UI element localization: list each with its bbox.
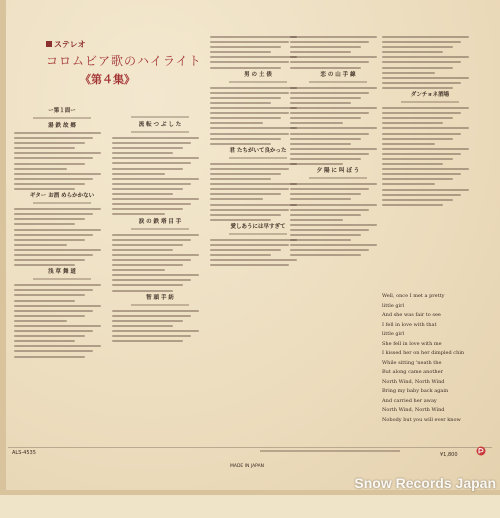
text-line: [112, 208, 183, 210]
text-line: [14, 325, 101, 327]
lyric-line: She fell in love with me: [382, 340, 442, 347]
text-line: [290, 163, 343, 165]
watermark: Snow Records Japan: [354, 475, 496, 491]
text-line: [131, 228, 189, 230]
price: ¥1,800: [440, 452, 458, 458]
text-line: [112, 330, 199, 332]
text-line: [14, 223, 75, 225]
text-line: [290, 138, 361, 140]
song-title: 君 たちがいて良かった: [229, 147, 287, 154]
text-line: [14, 173, 101, 175]
text-line: [112, 274, 199, 276]
album-title: コロムビア歌のハイライト: [46, 54, 202, 68]
text-line: [210, 51, 271, 53]
song-title: 男 の 土 俵: [244, 71, 272, 78]
song-title: ギター お酒 めらかかない: [29, 193, 95, 200]
text-line: [14, 183, 85, 185]
song-title: 夕 陽 に 叫 ぼ う: [316, 168, 360, 175]
text-line: [112, 284, 183, 286]
text-line: [14, 244, 67, 246]
text-line: [382, 46, 453, 48]
text-line: [290, 209, 369, 211]
text-line: [382, 133, 461, 135]
text-line: [290, 219, 343, 221]
text-line: [210, 46, 281, 48]
text-line: [382, 163, 443, 165]
lyric-line: While sitting 'neath the: [382, 359, 442, 366]
footer-note: [260, 450, 400, 452]
text-line: [382, 143, 435, 145]
text-line: [382, 204, 443, 206]
text-line: [210, 138, 281, 140]
text-line: [382, 189, 469, 191]
text-line: [14, 137, 93, 139]
sheet-edge-left: [0, 0, 6, 495]
text-line: [382, 36, 469, 38]
text-line: [210, 183, 297, 185]
text-line: [14, 208, 101, 210]
text-line: [290, 254, 361, 256]
text-line: [112, 198, 199, 200]
text-line: [14, 249, 101, 251]
text-line: [14, 340, 75, 342]
text-line: [112, 137, 199, 139]
text-line: [290, 117, 361, 119]
text-line: [14, 218, 85, 220]
text-line: [382, 194, 461, 196]
text-line: [14, 239, 85, 241]
text-line: [290, 127, 377, 129]
text-line: [112, 188, 183, 190]
text-line: [210, 133, 289, 135]
text-line: [33, 278, 91, 280]
text-line: [290, 153, 369, 155]
text-line: [382, 183, 435, 185]
text-line: [290, 239, 351, 241]
text-line: [382, 112, 461, 114]
text-line: [210, 214, 281, 216]
text-line: [382, 82, 461, 84]
text-line: [229, 157, 287, 159]
text-line: [210, 107, 297, 109]
lyrics-column-1: [14, 108, 110, 518]
text-line: [210, 209, 289, 211]
text-line: [210, 102, 271, 104]
text-line: [112, 290, 173, 292]
text-line: [290, 46, 361, 48]
text-line: [14, 152, 101, 154]
text-line: [210, 97, 281, 99]
text-line: [112, 264, 183, 266]
text-line: [14, 234, 93, 236]
text-line: [290, 41, 369, 43]
text-line: [112, 249, 173, 251]
lyrics-column-5: [382, 36, 478, 286]
text-line: [14, 142, 85, 144]
text-line: [33, 202, 91, 204]
text-line: [112, 259, 191, 261]
text-line: [112, 168, 183, 170]
text-line: [382, 148, 469, 150]
text-line: [14, 310, 93, 312]
text-line: [210, 168, 289, 170]
text-line: [290, 234, 361, 236]
lyric-line: little girl: [382, 331, 405, 337]
text-line: [14, 350, 93, 352]
text-line: [290, 244, 377, 246]
text-line: [112, 269, 165, 271]
text-line: [382, 56, 469, 58]
stereo-text: ステレオ: [54, 40, 86, 49]
text-line: [210, 122, 263, 124]
text-line: [210, 193, 281, 195]
square-bullet-icon: [46, 41, 52, 47]
text-line: [112, 244, 183, 246]
lyric-line: North Wind, North Wind: [382, 378, 445, 385]
song-title: 智 頭 手 紡: [146, 294, 174, 301]
text-line: [14, 305, 101, 307]
text-line: [382, 122, 443, 124]
text-line: [14, 147, 75, 149]
text-line: [112, 178, 199, 180]
text-line: [210, 239, 297, 241]
song-title: 浅 草 舞 道: [48, 269, 76, 276]
text-line: [290, 102, 351, 104]
song-title: 流 転 つ ぶ し た: [138, 122, 182, 128]
text-line: [210, 264, 289, 266]
text-line: [112, 340, 183, 342]
text-line: [14, 213, 93, 215]
text-line: [131, 304, 189, 306]
text-line: [210, 143, 271, 145]
text-line: [14, 356, 85, 358]
song-title: ー第１面ー: [48, 108, 76, 114]
text-line: [290, 107, 377, 109]
text-line: [382, 61, 461, 63]
text-line: [382, 117, 453, 119]
text-line: [14, 284, 101, 286]
text-line: [210, 92, 289, 94]
volume-title: 《第４集》: [80, 73, 135, 86]
text-line: [112, 279, 191, 281]
text-line: [14, 315, 85, 317]
text-line: [401, 101, 459, 103]
text-line: [112, 193, 173, 195]
text-line: [33, 117, 91, 119]
text-line: [290, 224, 377, 226]
text-line: [290, 36, 377, 38]
text-line: [382, 168, 469, 170]
text-line: [14, 229, 101, 231]
text-line: [290, 61, 369, 63]
text-line: [290, 249, 369, 251]
text-line: [14, 178, 93, 180]
text-line: [290, 204, 377, 206]
text-line: [131, 131, 189, 133]
text-line: [210, 87, 297, 89]
text-line: [382, 77, 469, 79]
text-line: [382, 199, 453, 201]
text-line: [229, 233, 287, 235]
song-title: 湯 鉄 故 郷: [48, 123, 76, 129]
text-line: [210, 198, 263, 200]
text-line: [290, 87, 377, 89]
lyric-line: North Wind, North Wind: [382, 407, 445, 413]
text-line: [210, 188, 289, 190]
text-line: [210, 41, 289, 43]
text-line: [290, 198, 351, 200]
song-title: ダンチョネ酒場: [410, 92, 450, 99]
made-in-japan: MADE IN JAPAN: [230, 464, 265, 469]
text-line: [210, 163, 297, 165]
text-line: [290, 188, 369, 190]
lyric-line: And she was fair to see: [382, 312, 441, 318]
text-line: [14, 345, 101, 347]
text-line: [14, 320, 67, 322]
text-line: [229, 81, 287, 83]
text-line: [210, 204, 297, 206]
text-line: [290, 67, 361, 69]
text-line: [290, 193, 361, 195]
text-line: [210, 56, 297, 58]
text-line: [112, 335, 191, 337]
text-line: [290, 143, 351, 145]
text-line: [14, 157, 93, 159]
lyric-line: And carried her away: [382, 397, 437, 404]
text-line: [290, 51, 351, 53]
text-line: [112, 183, 191, 185]
lyric-line: But along came another: [382, 369, 443, 375]
lyric-line: little girl: [382, 302, 405, 309]
text-line: [112, 254, 199, 256]
text-line: [290, 56, 377, 58]
text-line: [382, 72, 435, 74]
text-line: [382, 127, 469, 129]
text-line: [382, 138, 453, 140]
text-line: [14, 294, 85, 296]
text-line: [290, 133, 369, 135]
text-line: [210, 249, 281, 251]
text-line: [210, 219, 271, 221]
text-line: [210, 173, 281, 175]
text-line: [112, 142, 191, 144]
text-line: [112, 315, 191, 317]
song-title: 恋 の 山 手 線: [320, 71, 356, 78]
text-line: [14, 289, 93, 291]
lyric-line: Nobody but you will ever know: [382, 416, 461, 423]
text-line: [112, 147, 183, 149]
text-line: [210, 259, 297, 261]
text-line: [14, 168, 67, 170]
text-line: [382, 178, 453, 180]
song-title: 愛しあうには早すぎて: [230, 223, 286, 230]
text-line: [382, 158, 453, 160]
text-line: [290, 148, 377, 150]
text-line: [131, 116, 189, 118]
text-line: [14, 188, 75, 190]
text-line: [382, 51, 443, 53]
catalog-number: ALS-4535: [12, 450, 36, 456]
text-line: [382, 41, 461, 43]
text-line: [112, 173, 165, 175]
text-line: [112, 162, 191, 164]
text-line: [309, 81, 367, 83]
text-line: [290, 92, 369, 94]
text-line: [382, 87, 453, 89]
text-line: [382, 153, 461, 155]
text-line: [14, 132, 101, 134]
text-line: [210, 244, 289, 246]
text-line: [290, 122, 343, 124]
lyric-line: Well, once I met a pretty: [382, 293, 445, 299]
lyrics-column-2: [112, 36, 208, 446]
text-line: [290, 183, 377, 185]
text-line: [112, 239, 191, 241]
text-line: [14, 254, 93, 256]
text-line: [210, 112, 289, 114]
lyrics-column-4: [290, 36, 386, 446]
text-line: [112, 325, 173, 327]
text-line: [112, 310, 199, 312]
lyric-line: I kissed her on her dimpled chin: [382, 350, 465, 356]
lyric-line: Bring my baby back again: [382, 388, 449, 394]
text-line: [210, 36, 297, 38]
text-line: [14, 259, 85, 261]
text-line: [112, 234, 199, 236]
text-line: [14, 163, 85, 165]
text-line: [210, 61, 289, 63]
english-lyrics: [382, 292, 474, 425]
lyric-line: I fell in love with that: [382, 321, 437, 328]
footer-divider: [8, 447, 492, 448]
text-line: [112, 203, 191, 205]
text-line: [290, 97, 361, 99]
text-line: [210, 254, 271, 256]
text-line: [382, 67, 453, 69]
text-line: [112, 213, 165, 215]
text-line: [290, 214, 361, 216]
text-line: [210, 117, 281, 119]
text-line: [14, 300, 75, 302]
text-line: [210, 127, 297, 129]
label-logo-icon: [476, 446, 486, 456]
text-line: [290, 229, 369, 231]
song-title: 涙 の 鉄 塔 目 手: [138, 218, 182, 225]
text-line: [290, 158, 361, 160]
text-line: [210, 178, 271, 180]
text-line: [14, 335, 85, 337]
text-line: [14, 264, 75, 266]
text-line: [382, 173, 461, 175]
text-line: [112, 157, 199, 159]
text-line: [112, 152, 173, 154]
text-line: [14, 330, 93, 332]
text-line: [382, 107, 469, 109]
text-line: [309, 177, 367, 179]
text-line: [290, 112, 369, 114]
text-line: [112, 320, 183, 322]
text-line: [210, 67, 281, 69]
